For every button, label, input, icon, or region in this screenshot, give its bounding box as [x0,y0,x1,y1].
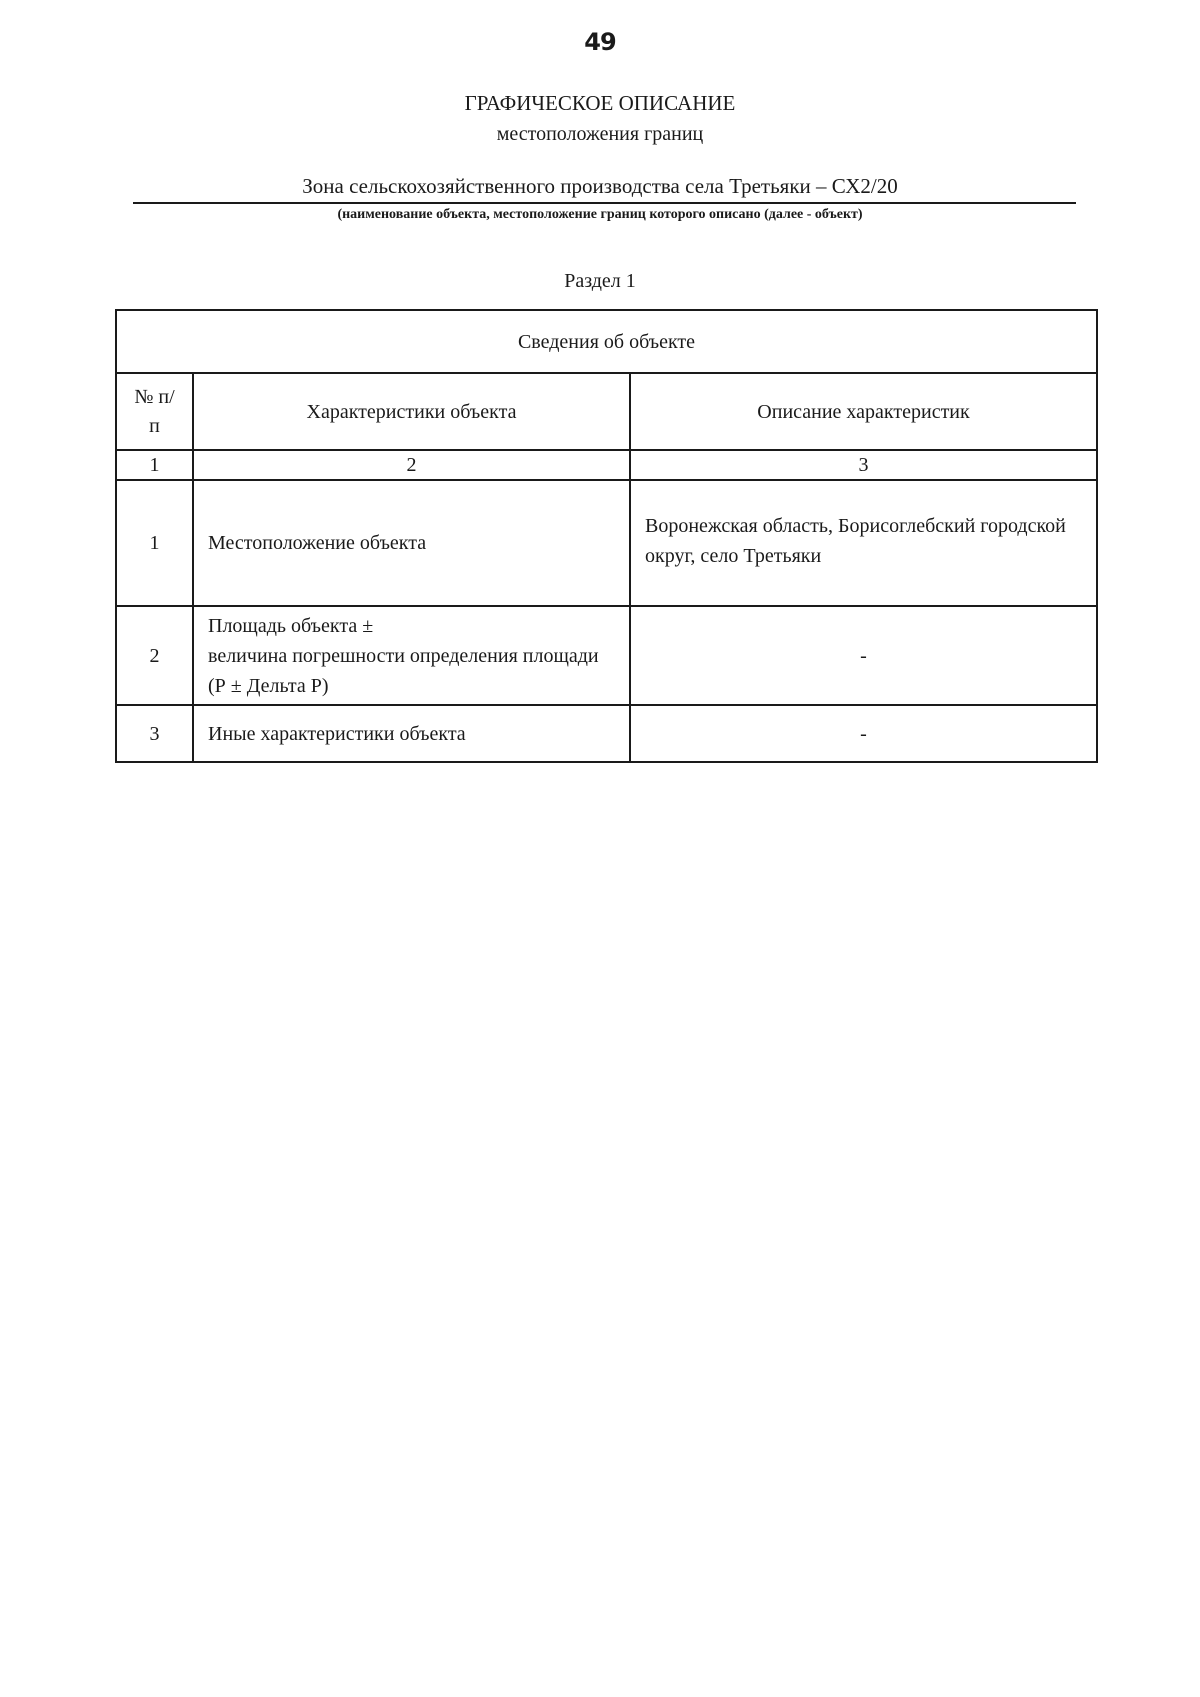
document-subtitle: местоположения границ [496,123,704,145]
section-label: Раздел 1 [564,270,636,292]
row-2-characteristic: Площадь объекта ± величина погрешности определения площади (Р ± Дельта Р) [193,606,630,705]
column-number-3: 3 [630,450,1097,480]
document-title: ГРАФИЧЕСКОЕ ОПИСАНИЕ [464,91,736,115]
table-row [116,705,1097,762]
object-name: Зона сельскохозяйственного производства села Третьяки – СХ2/20 [302,174,898,198]
row-3-description: - [630,705,1097,762]
table-row [116,606,1097,705]
row-1-num: 1 [116,480,193,606]
row-1-characteristic: Местоположение объекта [193,480,630,606]
header-num [116,373,193,450]
header-description: Описание характеристик [630,373,1097,450]
header-num-text: № п/п [134,385,175,437]
header-characteristic: Характеристики объекта [193,373,630,450]
page-number: 49 [584,28,616,56]
row-2-num: 2 [116,606,193,705]
column-number-1: 1 [116,450,193,480]
object-name-underline [133,202,1076,204]
column-number-2: 2 [193,450,630,480]
column-number-row [116,450,1097,480]
row-1-description: Воронежская область, Борисоглебский городской округ, село Третьяки [630,480,1097,606]
table-header-row [116,373,1097,450]
table-caption: Сведения об объекте [116,310,1097,373]
row-3-characteristic: Иные характеристики объекта [193,705,630,762]
row-2-description: - [630,606,1097,705]
table-row [116,480,1097,606]
table-caption-row [116,310,1097,373]
object-caption: (наименование объекта, местоположение границ которого описано (далее - объект) [337,207,863,222]
row-3-num: 3 [116,705,193,762]
object-info-table [115,309,1098,763]
